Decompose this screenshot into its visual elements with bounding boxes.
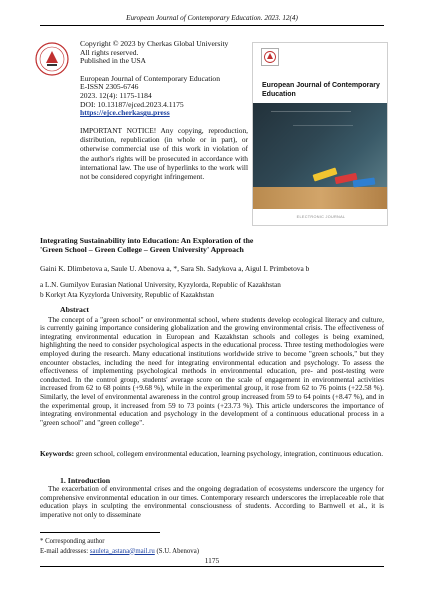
- page-number: 1175: [204, 556, 220, 565]
- keywords-text: green school, collegem environmental education, learning psychology, integration, continuous education.: [75, 449, 384, 458]
- page-rule: [40, 566, 384, 567]
- intro-text: The exacerbation of environmental crises and the ongoing degradation of ecosystems underscore the urgency for comprehensive environmental education in our times. Contemporary research underscores the irreplaceable role that education plays in sculpting the environmental consciousness of students. According to Barnwell et al., it is imperative not only to disseminate: [40, 484, 384, 519]
- keywords-label: Keywords:: [40, 449, 75, 458]
- cover-footer: ELECTRONIC JOURNAL: [253, 209, 388, 226]
- keywords: [40, 450, 384, 459]
- email-owner: (S.U. Abenova): [156, 547, 199, 555]
- article-title: [40, 236, 384, 255]
- header-rule: [40, 25, 384, 26]
- affiliations: [40, 280, 384, 300]
- affiliation-b: b Korkyt Ata Kyzylorda University, Republic of Kazakhstan: [40, 291, 214, 299]
- footnote: [40, 537, 384, 556]
- cover-logo-icon: [261, 48, 279, 66]
- affiliation-a: a L.N. Gumilyov Eurasian National University, Kyzylorda, Republic of Kazakhstan: [40, 281, 281, 289]
- abstract-section: [40, 306, 384, 427]
- journal-url-link[interactable]: https://ejce.cherkasgu.press: [80, 108, 170, 118]
- email-line: [40, 547, 384, 557]
- journal-running-header: European Journal of Contemporary Education. 2023. 12(4): [126, 14, 298, 22]
- eissn: E-ISSN 2305-6746: [80, 82, 139, 92]
- doi: DOI: 10.13187/ejced.2023.4.1175: [80, 99, 184, 109]
- author-list: Gaini K. Dlimbetova a, Saule U. Abenova a, *, Sara Sh. Sadykova a, Aigul I. Primbetova b: [40, 264, 310, 273]
- email-link[interactable]: sauleta_astana@mail.ru: [89, 547, 155, 555]
- title-line-1: Integrating Sustainability into Education: An Exploration of the: [40, 236, 254, 245]
- intro-heading: 1. Introduction: [60, 476, 111, 485]
- university-logo: [35, 42, 69, 76]
- issue-pages: 2023. 12(4): 1175-1184: [80, 90, 152, 100]
- title-line-2: 'Green School – Green College – Green University' Approach: [40, 245, 244, 255]
- cover-title: European Journal of Contemporary Education: [262, 82, 380, 98]
- published-line: Published in the USA: [80, 56, 147, 66]
- footnote-rule: [40, 532, 160, 533]
- email-label: E-mail addresses:: [40, 547, 89, 555]
- copyright-line: Copyright © 2023 by Cherkas Global University: [80, 39, 229, 48]
- desk: [253, 187, 388, 209]
- rights-line: All rights reserved.: [80, 47, 139, 57]
- journal-name: European Journal of Contemporary Education: [80, 73, 221, 83]
- journal-cover-image: [252, 42, 388, 226]
- front-matter: [80, 39, 248, 182]
- abstract-heading: Abstract: [60, 305, 90, 314]
- abstract-text: The concept of a "green school" or environmental school, where students develop ecological literacy and culture, is currently gaining importance considering globalization and the growing environmental crisis. The effectiveness of integrating environmental education in European and Kazakhstan schools and colleges is being examined, highlighting the need to consider psychological aspects in the educational process. Three testing methodologies were employed during the research. Many educational institutions worldwide strive to become "green schools," but they encounter obstacles, including the need for integrating environmental education and psychology. To assess the effectiveness of implementing psychological methods in environmental education, pre- and post-testing were conducted. In the control group, students' average score on the scale of engagement in environmental activities increased from 62 to 68 points (+9.68 %), while in the experimental group, it rose from 62 to 76 points (+22.58 %). Similarly, the level of environmental awareness in the control group increased from 59 to 64 points (+8.47 %), and in the experimental group, it increased from 59 to 73 points (+23.73 %). This article underscores the importance of integrating environmental education and psychology in the development of a continuous educational process in a "green school" and "green college".: [40, 314, 384, 427]
- corresponding-author-note: * Corresponding author: [40, 538, 105, 545]
- copyright-notice: IMPORTANT NOTICE! Any copying, reproduction, distribution, republication (in whole or in part), or otherwise commercial use of this work in violation of the author's rights will be prosecuted in accordance with international law. The use of hyperlinks to the work will not be considered copyright infringement.: [80, 125, 248, 182]
